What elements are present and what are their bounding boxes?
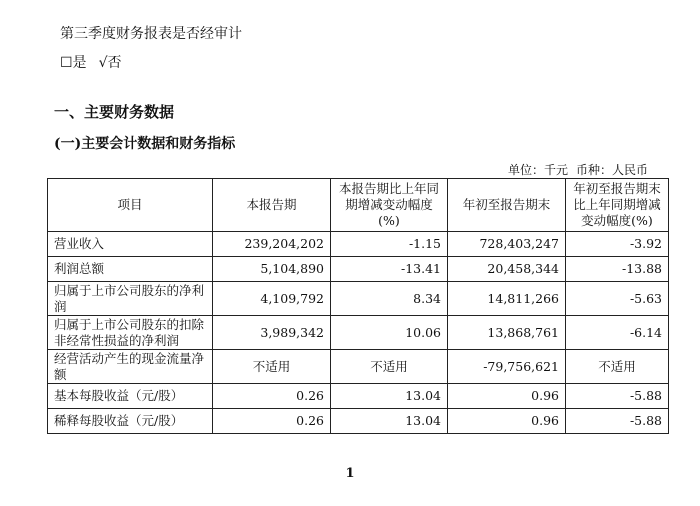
cell-value: 4,109,792 (213, 282, 331, 316)
header-current-change: 本报告期比上年同期增减变动幅度(%) (331, 179, 448, 232)
section-title: 一、主要财务数据 (54, 103, 175, 121)
currency-text: 币种：人民币 (575, 163, 648, 177)
header-ytd-change: 年初至报告期末比上年同期增减变动幅度(%) (566, 179, 669, 232)
row-label: 经营活动产生的现金流量净额 (48, 350, 213, 384)
header-current-period: 本报告期 (213, 179, 331, 232)
cell-value: -13.41 (331, 257, 448, 282)
financial-data-table (47, 178, 669, 434)
cell-value: 728,403,247 (448, 232, 566, 257)
cell-value: 不适用 (566, 350, 669, 384)
cell-value: 13,868,761 (448, 316, 566, 350)
row-label: 营业收入 (48, 232, 213, 257)
cell-value: 10.06 (331, 316, 448, 350)
row-label: 归属于上市公司股东的净利润 (48, 282, 213, 316)
subsection-title: (一)主要会计数据和财务指标 (54, 136, 236, 152)
cell-value: 不适用 (331, 350, 448, 384)
audit-options (60, 52, 121, 72)
table-row (48, 350, 669, 384)
table-row (48, 232, 669, 257)
cell-value: 239,204,202 (213, 232, 331, 257)
cell-value: -5.63 (566, 282, 669, 316)
unit-line (508, 161, 648, 178)
unit-text: 单位：千元 (507, 163, 568, 177)
row-label: 归属于上市公司股东的扣除非经常性损益的净利润 (48, 316, 213, 350)
table-header-row (48, 179, 669, 232)
table-row (48, 384, 669, 409)
table-row (48, 316, 669, 350)
cell-value: 3,989,342 (213, 316, 331, 350)
cell-value: 13.04 (331, 409, 448, 434)
cell-value: -1.15 (331, 232, 448, 257)
cell-value: 0.26 (213, 384, 331, 409)
cell-value: 14,811,266 (448, 282, 566, 316)
cell-value: -79,756,621 (448, 350, 566, 384)
cell-value: -5.88 (566, 384, 669, 409)
cell-value: -5.88 (566, 409, 669, 434)
row-label: 基本每股收益（元/股） (48, 384, 213, 409)
table-row (48, 409, 669, 434)
cell-value: 5,104,890 (213, 257, 331, 282)
header-ytd: 年初至报告期末 (448, 179, 566, 232)
cell-value: 8.34 (331, 282, 448, 316)
audit-no-option[interactable]: √否 (98, 55, 122, 71)
cell-value: 不适用 (213, 350, 331, 384)
cell-value: 0.96 (448, 384, 566, 409)
cell-value: -6.14 (566, 316, 669, 350)
cell-value: -3.92 (566, 232, 669, 257)
header-item: 项目 (48, 179, 213, 232)
table-row (48, 282, 669, 316)
table-row (48, 257, 669, 282)
cell-value: 0.96 (448, 409, 566, 434)
cell-value: 13.04 (331, 384, 448, 409)
row-label: 利润总额 (48, 257, 213, 282)
page-number: 1 (345, 466, 355, 481)
cell-value: 0.26 (213, 409, 331, 434)
audit-yes-option[interactable]: ☐是 (60, 55, 87, 71)
cell-value: -13.88 (566, 257, 669, 282)
cell-value: 20,458,344 (448, 257, 566, 282)
row-label: 稀释每股收益（元/股） (48, 409, 213, 434)
audit-question: 第三季度财务报表是否经审计 (60, 26, 242, 42)
